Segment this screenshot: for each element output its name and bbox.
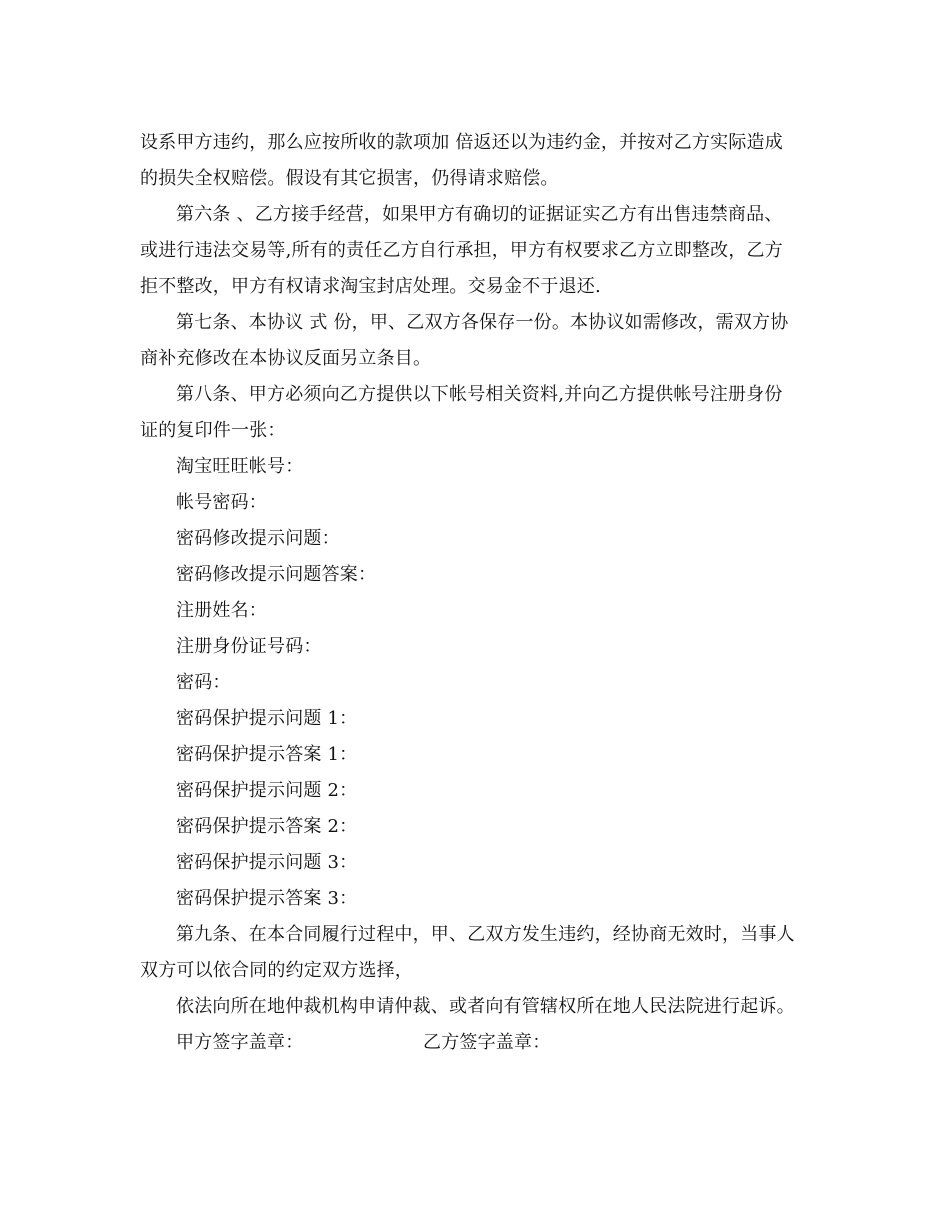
- field-password-hint-answer: 密码修改提示问题答案：: [176, 564, 377, 585]
- field-taobao-account: 淘宝旺旺帐号：: [176, 456, 304, 477]
- field-registered-id-number: 注册身份证号码：: [176, 636, 322, 657]
- article-8-line: 证的复印件一张：: [140, 420, 286, 441]
- paragraph-line: 的损失全权赔偿。假设有其它损害，仍得请求赔偿。: [140, 168, 559, 189]
- field-security-question-3: 密码保护提示问题 3：: [176, 852, 358, 873]
- field-security-question-2: 密码保护提示问题 2：: [176, 780, 358, 801]
- article-6-line: 第六条 、乙方接手经营，如果甲方有确切的证据证实乙方有出售违禁商品、: [176, 204, 783, 225]
- field-account-password: 帐号密码：: [176, 492, 267, 513]
- paragraph-line: 设系甲方违约，那么应按所收的款项加 倍返还以为违约金，并按对乙方实际造成: [140, 132, 783, 153]
- field-security-question-1: 密码保护提示问题 1：: [176, 708, 358, 729]
- article-6-line: 拒不整改，甲方有权请求淘宝封店处理。交易金不于退还.: [140, 276, 601, 297]
- party-a-signature: 甲方签字盖章：: [176, 1032, 304, 1053]
- article-6-line: 或进行违法交易等,所有的责任乙方自行承担，甲方有权要求乙方立即整改，乙方: [140, 240, 783, 261]
- field-password-hint-question: 密码修改提示问题：: [176, 528, 340, 549]
- field-security-answer-1: 密码保护提示答案 1：: [176, 744, 358, 765]
- field-registered-name: 注册姓名：: [176, 600, 267, 621]
- signature-row: [140, 1025, 815, 1061]
- article-7-line: 商补充修改在本协议反面另立条目。: [140, 348, 432, 369]
- field-password: 密码：: [176, 672, 231, 693]
- party-b-signature: 乙方签字盖章：: [423, 1032, 551, 1053]
- article-7-line: 第七条、本协议 式 份，甲、乙双方各保存一份。本协议如需修改，需双方协: [176, 312, 789, 333]
- article-8-line: 第八条、甲方必须向乙方提供以下帐号相关资料,并向乙方提供帐号注册身份: [176, 384, 783, 405]
- article-9-line: 依法向所在地仲裁机构申请仲裁、或者向有管辖权所在地人民法院进行起诉。: [176, 996, 795, 1017]
- document-page: [140, 125, 815, 1061]
- field-security-answer-2: 密码保护提示答案 2：: [176, 816, 358, 837]
- article-9-line: 第九条、在本合同履行过程中，甲、乙双方发生违约，经协商无效时，当事人: [176, 924, 795, 945]
- field-security-answer-3: 密码保护提示答案 3：: [176, 888, 358, 909]
- article-9-line: 双方可以依合同的约定双方选择，: [140, 960, 413, 981]
